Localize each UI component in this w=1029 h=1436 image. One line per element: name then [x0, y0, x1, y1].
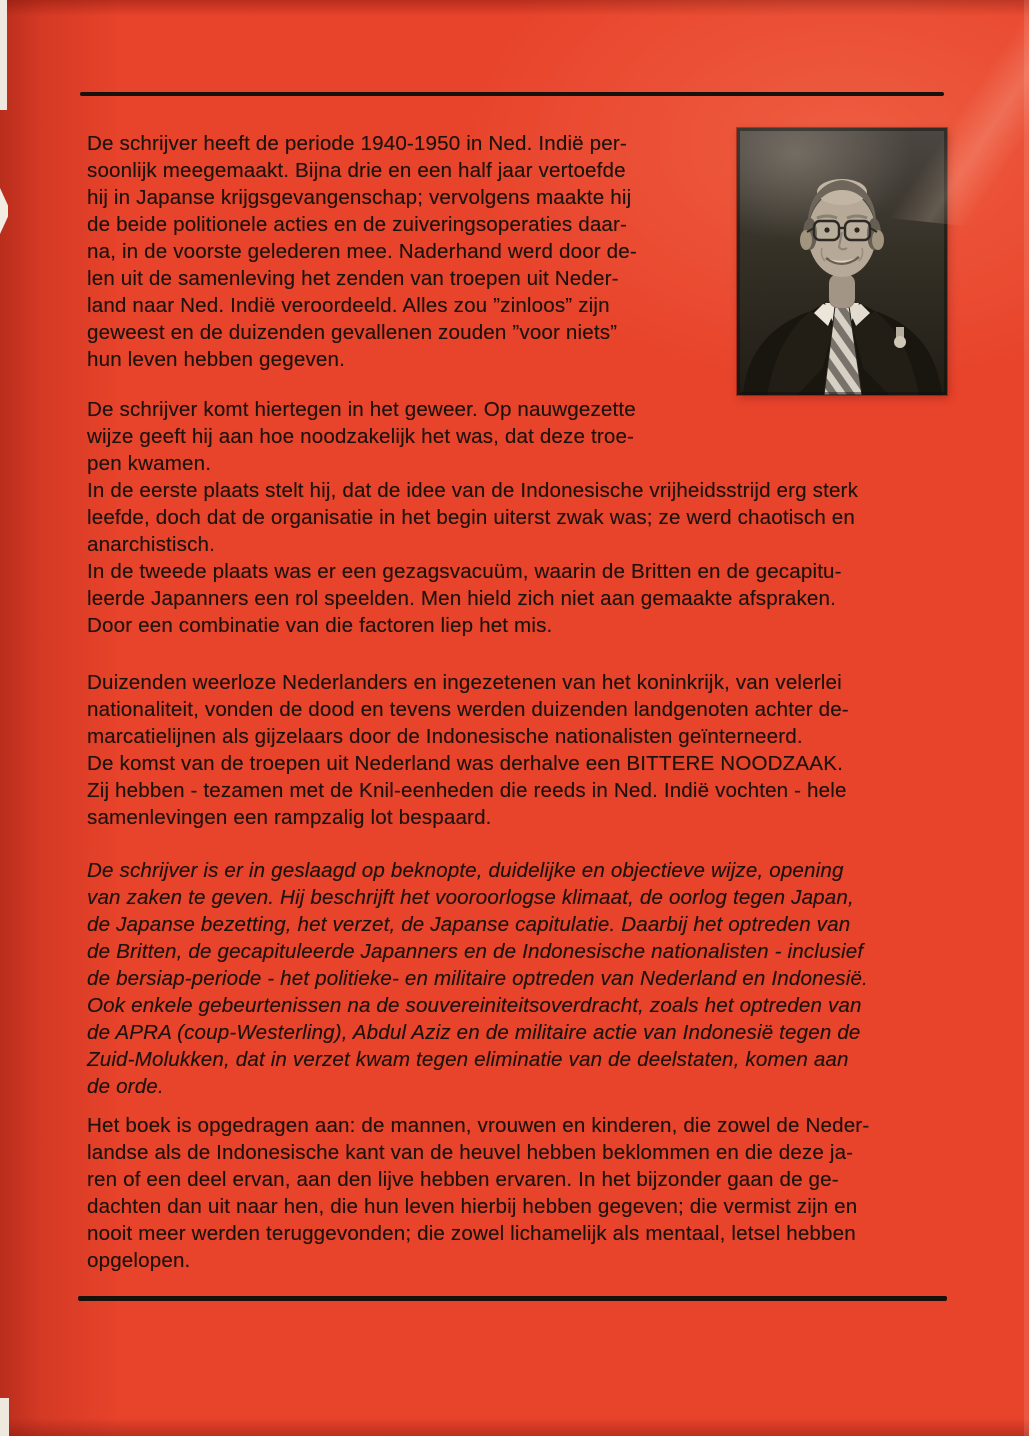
paragraph-argument-2: In de eerste plaats stelt hij, dat de idee van de Indonesische vrijheidsstrijd erg sterk leefde, doch dat de organisatie in het begin uiterst zwak was; ze werd chaotisch en anarchistisch.: [87, 479, 859, 556]
scan-edge-artifact: [1024, 0, 1029, 1436]
paragraph-dedication: Het boek is opgedragen aan: de mannen, vrouwen en kinderen, die zowel de Neder- landse als de Indonesische kant van de heuvel hebben beklommen en die deze ja- ren of een deel ervan, aan den lijve hebben ervaren. In het bijzonder gaan de ge- dachten dan uit naar hen, die hun leven hierbij hebben gegeven; die vermist zijn en nooit meer werden teruggevonden; die zowel lichamelijk als mentaal, letsel hebben opgelopen.: [87, 1114, 870, 1272]
bottom-rule: [78, 1296, 947, 1301]
cover-text: [87, 130, 957, 1274]
paragraph-argument-3: In de tweede plaats was er een gezagsvacuüm, waarin de Britten en de gecapitu- leerde Japanners een rol speelden. Men hield zich niet aan gemaakte afspraken. Door een combinatie van die factoren liep het mis.: [87, 560, 842, 637]
top-rule: [80, 92, 944, 96]
paragraph-group-argument: [87, 396, 957, 639]
paragraph-argument-1: De schrijver komt hiertegen in het geweer. Op nauwgezette wijze geeft hij aan hoe noodzakelijk het was, dat deze troe- pen kwamen.: [87, 398, 636, 475]
paragraph-summary-italic: De schrijver is er in geslaagd op beknopte, duidelijke en objectieve wijze, opening van zaken te geven. Hij beschrijft het vooroorlogse klimaat, de oorlog tegen Japan, de Japanse bezetting, het verzet, de Japanse capitulatie. Daarbij het optreden van de Britten, de gecapituleerde Japanners en de Indonesische nationalisten - inclusief de bersiap-periode - het politieke- en militaire optreden van Nederland en Indonesië. Ook enkele gebeurtenissen na de souvereiniteitsoverdracht, zoals het optreden van de APRA (coup-Westerling), Abdul Aziz en de militaire actie van Indonesië tegen de Zuid-Molukken, dat in verzet kwam tegen eliminatie van de deelstaten, komen aan de orde.: [87, 859, 868, 1098]
paragraph-casualties-2: De komst van de troepen uit Nederland was derhalve een BITTERE NOODZAAK. Zij hebben - tezamen met de Knil-eenheden die reeds in Ned. Indië vochten - hele samenlevingen een rampzalig lot bespaard.: [87, 752, 847, 829]
paragraph-casualties-1: Duizenden weerloze Nederlanders en ingezetenen van het koninkrijk, van velerlei nationaliteit, vonden de dood en tevens werden duizenden landgenoten achter de- marcatielijnen als gijzelaars door de Indonesische nationalisten geïnterneerd.: [87, 671, 849, 748]
scan-edge-artifact: [0, 0, 7, 110]
scan-edge-artifact: [0, 1398, 9, 1436]
paragraph-intro: De schrijver heeft de periode 1940-1950 in Ned. Indië per- soonlijk meegemaakt. Bijna drie en een half jaar vertoefde hij in Japanse krijgsgevangenschap; vervolgens maakte hij de beide politionele acties en de zuiveringsoperaties daar- na, in de voorste gelederen mee. Naderhand werd door de- len uit de samenleving het zenden van troepen uit Neder- land naar Ned. Indië veroordeeld. Alles zou ”zinloos” zijn geweest en de duizenden gevallenen zouden ”voor niets” hun leven hebben gegeven.: [87, 132, 637, 371]
paragraph-group-casualties: [87, 669, 957, 831]
scan-edge-artifact: [0, 188, 8, 234]
